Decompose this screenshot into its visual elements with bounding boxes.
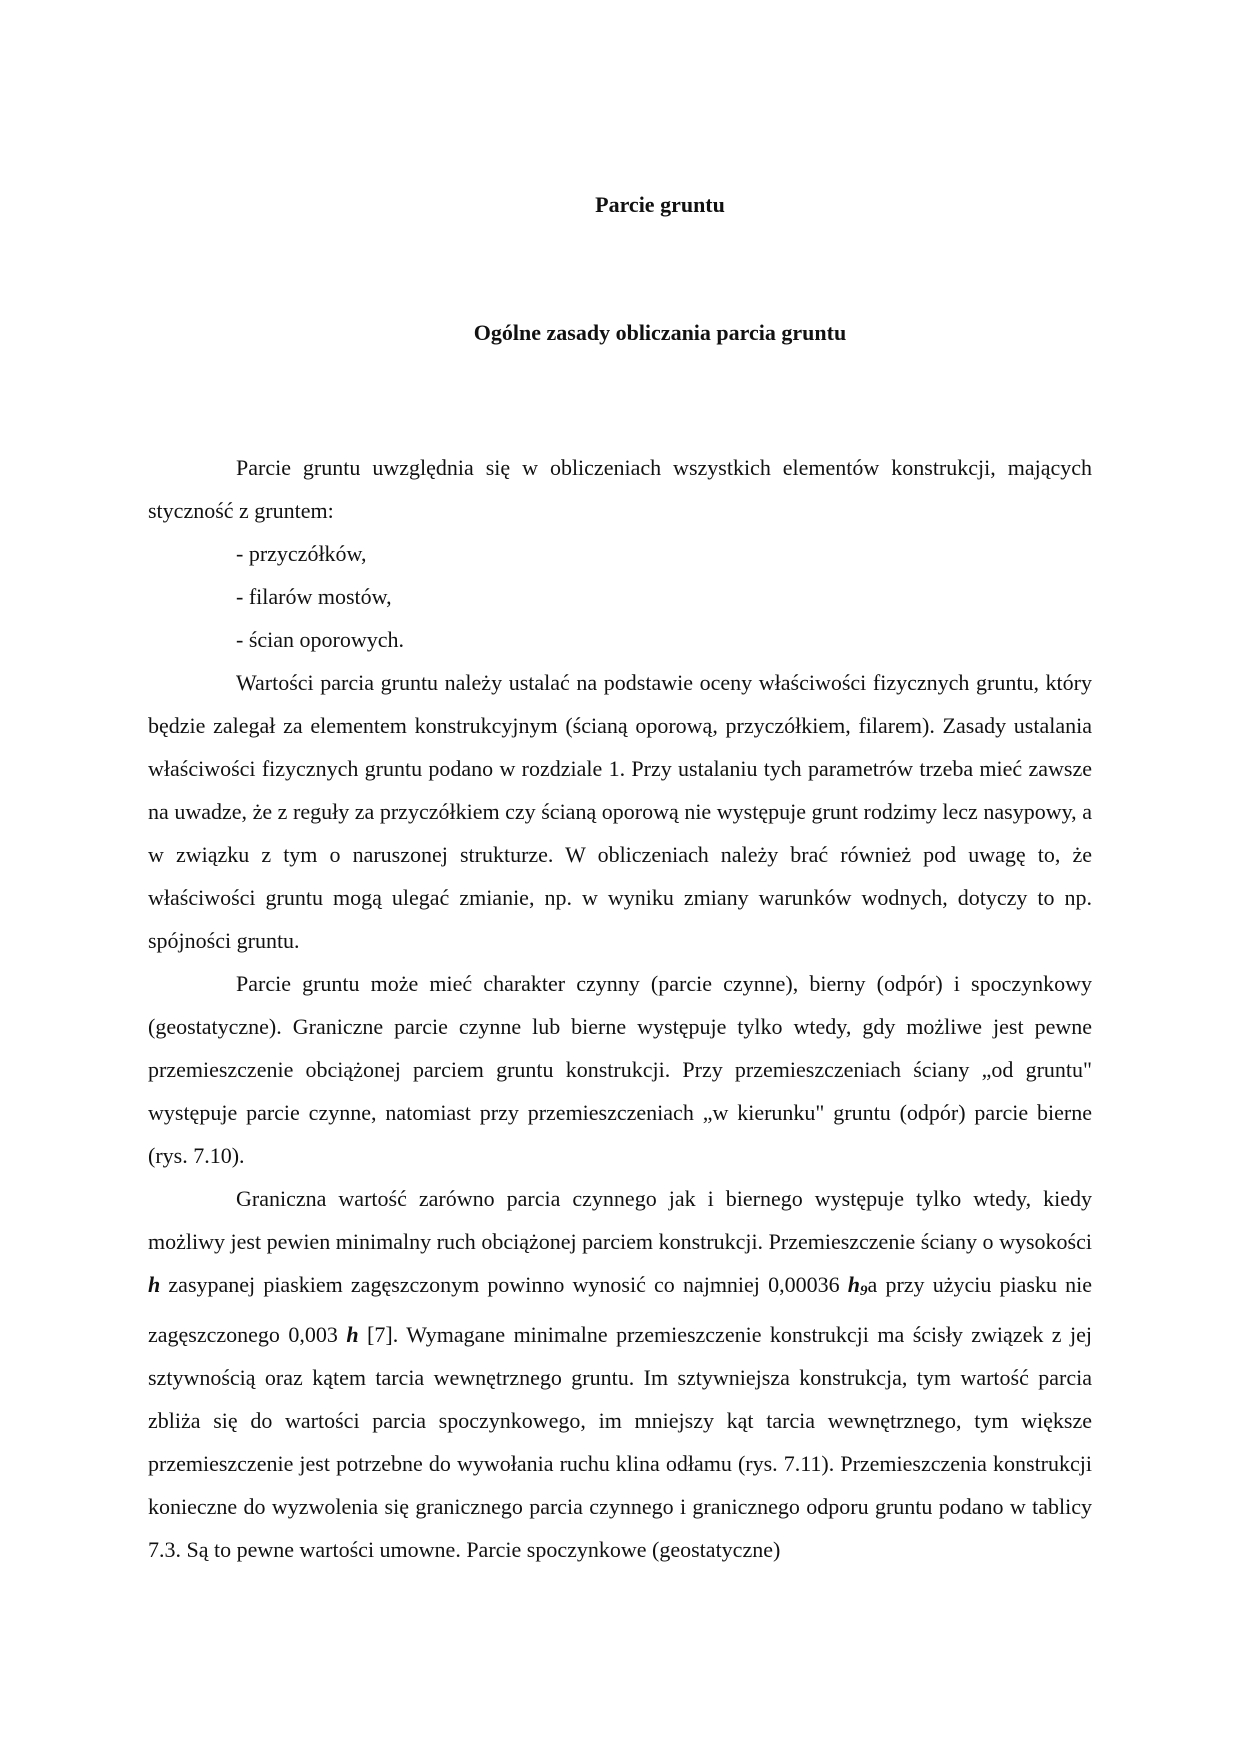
document-title: Parcie gruntu [595,192,725,217]
section-heading: Ogólne zasady obliczania parcia gruntu [473,320,847,345]
paragraph-text: zasypanej piaskiem zagęszczonym powinno wynosić co najmniej 0,00036 [160,1272,848,1297]
paragraph-displacement [148,1177,1092,1571]
paragraph-pressure-types: Parcie gruntu może mieć charakter czynny (parcie czynne), bierny (odpór) i spoczynkowy (geostatyczne). Graniczne parcie czynne lub bierne występuje tylko wtedy, gdy możliwe jest pewne przemieszczenie obciążonej parciem gruntu konstrukcji. Przy przemieszczeniach ściany „od gruntu" występuje parcie czynne, natomiast przy przemieszczeniach „w kierunku" gruntu (odpór) parcie bierne (rys. 7.10). [148,971,1092,1168]
height-symbol: h [346,1322,359,1347]
height-symbol: h [847,1272,861,1297]
paragraph-text: a przy użyciu piasku nie zagęszczonego 0,003 [148,1272,1093,1347]
document-body [148,446,1092,1571]
intro-paragraph: Parcie gruntu uwzględnia się w obliczeniach wszystkich elementów konstrukcji, mających styczność z gruntem: [148,455,1092,523]
paragraph-soil-properties: Wartości parcia gruntu należy ustalać na podstawie oceny właściwości fizycznych gruntu, który będzie zalegał za elementem konstrukcyjnym (ścianą oporową, przyczółkiem, filarem). Zasady ustalania właściwości fizycznych gruntu podano w rozdziale 1. Przy ustalaniu tych parametrów trzeba mieć zawsze na uwadze, że z reguły za przyczółkiem czy ścianą oporową nie występuje grunt rodzimy lecz nasypowy, a w związku z tym o naruszonej strukturze. W obliczeniach należy brać również pod uwagę to, że właściwości gruntu mogą ulegać zmianie, np. w wyniku zmiany warunków wodnych, dotyczy to np. spójności gruntu. [148,670,1092,953]
list-item: - ścian oporowych. [236,627,405,652]
height-subscript: 9 [860,1283,868,1299]
element-list [148,532,1092,661]
list-item: - filarów mostów, [236,584,392,609]
paragraph-text: Graniczna wartość zarówno parcia czynnego jak i biernego występuje tylko wtedy, kiedy możliwy jest pewien minimalny ruch obciążonej parciem konstrukcji. Przemieszczenie ściany o wysokości [148,1186,1092,1254]
list-item: - przyczółków, [236,541,367,566]
height-symbol: h [148,1272,161,1297]
paragraph-text: [7]. Wymagane minimalne przemieszczenie konstrukcji ma ścisły związek z jej sztywnością oraz kątem tarcia wewnętrznego gruntu. Im sztywniejsza konstrukcja, tym wartość parcia zbliża się do wartości parcia spoczynkowego, im mniejszy kąt tarcia wewnętrznego, tym większe przemieszczenie jest potrzebne do wywołania ruchu klina odłamu (rys. 7.11). Przemieszczenia konstrukcji konieczne do wyzwolenia się granicznego parcia czynnego i granicznego odporu gruntu podano w tablicy 7.3. Są to pewne wartości umowne. Parcie spoczynkowe (geostatyczne) [148,1322,1093,1562]
